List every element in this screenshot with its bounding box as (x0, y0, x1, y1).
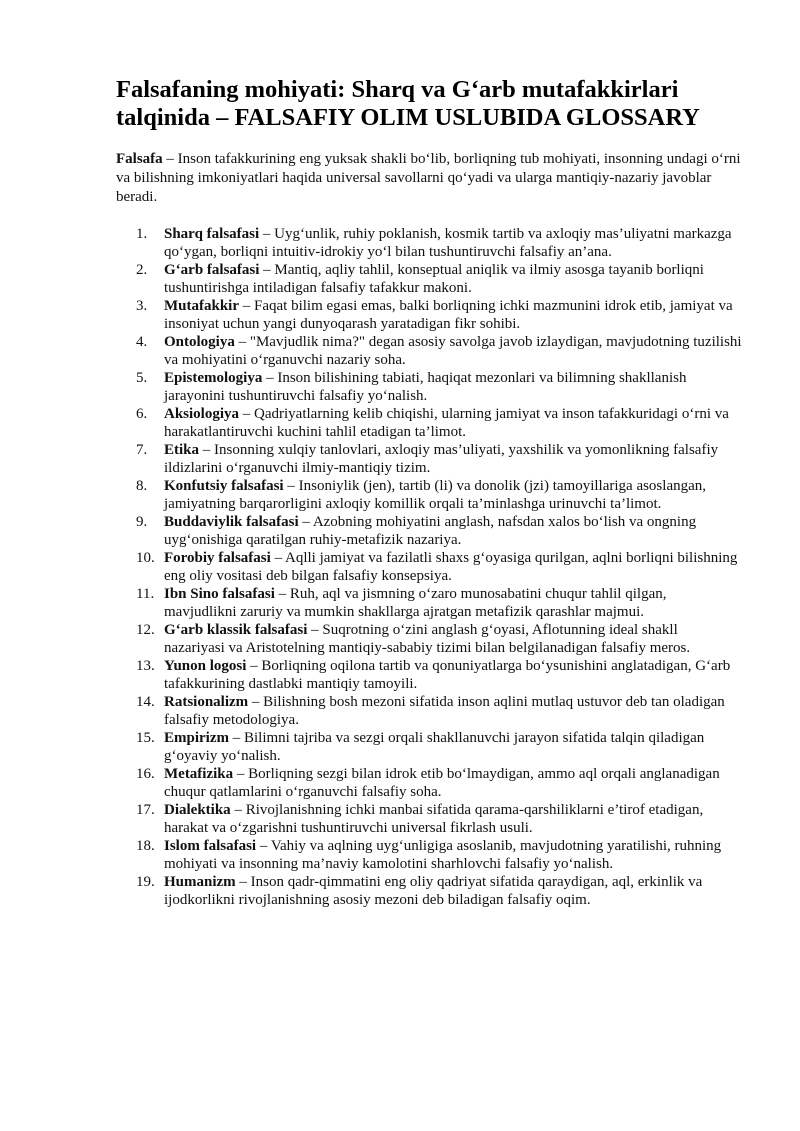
glossary-item (116, 297, 742, 333)
item-term: Metafizika (164, 766, 234, 782)
glossary-item (116, 405, 742, 441)
item-definition: – Ruh, aql va jismning o‘zaro munosabatini chuqur tahlil qilgan, mavjudlikni zaruriy va mumkin shakllarga ajratgan metafizik qarashlar majmui. (164, 586, 667, 620)
item-term: Ratsionalizm (164, 694, 249, 710)
glossary-item (116, 477, 742, 513)
item-number: 4. (136, 334, 148, 350)
item-definition: – Suqrotning o‘zini anglash g‘oyasi, Aflotunning ideal shakll nazariyasi va Aristotelning mantiqiy-sababiy tizimi bilan belgilanadigan falsafiy meros. (164, 622, 691, 656)
item-definition: – Aqlli jamiyat va fazilatli shaxs g‘oyasiga qurilgan, aqlni borliqni bilishning eng oliy vositasi deb bilgan falsafiy konsepsiya. (164, 550, 738, 584)
item-term: Mutafakkir (164, 298, 239, 314)
item-number: 2. (136, 262, 148, 278)
intro-paragraph (116, 150, 742, 207)
glossary-item (116, 801, 742, 837)
item-term: Buddaviylik falsafasi (164, 514, 299, 530)
item-term: Aksiologiya (164, 406, 240, 422)
glossary-item (116, 765, 742, 801)
glossary-item (116, 657, 742, 693)
glossary-item (116, 585, 742, 621)
glossary-item (116, 549, 742, 585)
item-term: Etika (164, 442, 200, 458)
item-definition: – Borliqning oqilona tartib va qonuniyatlarga bo‘ysunishini anglatadigan, G‘arb tafakkurining dastlabki mantiqiy tamoyili. (164, 658, 731, 692)
item-term: Ontologiya (164, 334, 235, 350)
glossary-item (116, 333, 742, 369)
item-definition: – Qadriyatlarning kelib chiqishi, ularning jamiyat va inson tafakkuridagi o‘rni va harakatlantiruvchi kuchini tahlil etadigan ta’limot. (164, 406, 729, 440)
item-term: Empirizm (164, 730, 229, 746)
item-number: 18. (136, 838, 155, 854)
glossary-item (116, 261, 742, 297)
item-definition: – Insonning xulqiy tanlovlari, axloqiy mas’uliyati, yaxshilik va yomonlikning falsafiy ildizlarini o‘rganuvchi ilmiy-mantiqiy tizim. (164, 442, 719, 476)
glossary-item (116, 837, 742, 873)
document-title: Falsafaning mohiyati: Sharq va G‘arb mutafakkirlari talqinida – FALSAFIY OLIM USLUBIDA GLOSSARY (116, 76, 700, 131)
glossary-item (116, 441, 742, 477)
item-definition: – Inson bilishining tabiati, haqiqat mezonlari va bilimning shakllanish jarayonini tushuntiruvchi falsafiy yo‘nalish. (164, 370, 687, 404)
item-number: 14. (136, 694, 155, 710)
glossary-item (116, 369, 742, 405)
item-definition: – Bilishning bosh mezoni sifatida inson aqlini mutlaq ustuvor deb tan oladigan falsafiy metodologiya. (164, 694, 725, 728)
item-number: 8. (136, 478, 148, 494)
intro-term: Falsafa (116, 151, 163, 167)
item-definition: – Bilimni tajriba va sezgi orqali shakllanuvchi jarayon sifatida talqin qiladigan g‘oyaviy yo‘nalish. (164, 730, 705, 764)
item-number: 15. (136, 730, 155, 746)
item-term: Dialektika (164, 802, 231, 818)
glossary-item (116, 729, 742, 765)
item-term: Yunon logosi (164, 658, 247, 674)
item-number: 10. (136, 550, 155, 566)
item-definition: – Vahiy va aqlning uyg‘unligiga asoslanib, mavjudotning yaratilishi, ruhning mohiyati va insonning ma’naviy kamolotini sharhlovchi falsafiy yo‘nalish. (164, 838, 722, 872)
item-term: Epistemologiya (164, 370, 263, 386)
item-number: 9. (136, 514, 148, 530)
glossary-item (116, 693, 742, 729)
item-definition: – Insoniylik (jen), tartib (li) va donolik (jzi) tamoyillariga asoslangan, jamiyatning barqarorligini axloqiy komillik orqali ta’minlashga urinuvchi ta’limot. (164, 478, 707, 512)
item-definition: – "Mavjudlik nima?" degan asosiy savolga javob izlaydigan, mavjudotning tuzilishi va mohiyatini o‘rganuvchi nazariy soha. (164, 334, 742, 368)
item-definition: – Rivojlanishning ichki manbai sifatida qarama-qarshiliklarni e’tirof etadigan, harakat va o‘zgarishni tushuntiruvchi universal fikrlash usuli. (164, 802, 704, 836)
item-term: G‘arb falsafasi (164, 262, 260, 278)
item-number: 17. (136, 802, 155, 818)
item-number: 3. (136, 298, 148, 314)
item-term: Forobiy falsafasi (164, 550, 271, 566)
item-number: 12. (136, 622, 155, 638)
item-number: 19. (136, 874, 155, 890)
item-term: Sharq falsafasi (164, 226, 260, 242)
item-number: 1. (136, 226, 148, 242)
item-definition: – Mantiq, aqliy tahlil, konseptual aniqlik va ilmiy asosga tayanib borliqni tushuntirishga intiladigan falsafiy tafakkur makoni. (164, 262, 704, 296)
glossary-item (116, 513, 742, 549)
item-term: Konfutsiy falsafasi (164, 478, 284, 494)
item-term: Humanizm (164, 874, 236, 890)
item-number: 11. (136, 586, 155, 602)
intro-definition: – Inson tafakkurining eng yuksak shakli bo‘lib, borliqning tub mohiyati, insonning undagi o‘rni va bilishning imkoniyatlari haqida universal savollarni qo‘yadi va ularga mantiqiy-nazariy javoblar beradi. (116, 151, 741, 205)
glossary-item (116, 873, 742, 909)
item-term: G‘arb klassik falsafasi (164, 622, 308, 638)
item-definition: – Azobning mohiyatini anglash, nafsdan xalos bo‘lish va ongning uyg‘onishiga qaratilgan ruhiy-metafizik nazariya. (164, 514, 697, 548)
glossary-item (116, 225, 742, 261)
item-number: 5. (136, 370, 148, 386)
item-definition: – Faqat bilim egasi emas, balki borliqning ichki mazmunini idrok etib, jamiyat va insoniyat uchun yangi dunyoqarash yaratadigan fikr sohibi. (164, 298, 733, 332)
item-term: Ibn Sino falsafasi (164, 586, 275, 602)
item-term: Islom falsafasi (164, 838, 257, 854)
item-number: 7. (136, 442, 148, 458)
glossary-item (116, 621, 742, 657)
item-number: 6. (136, 406, 148, 422)
item-definition: – Uyg‘unlik, ruhiy poklanish, kosmik tartib va axloqiy mas’uliyatni markazga qo‘ygan, borliqni intuitiv-idrokiy yo‘l bilan tushuntiruvchi falsafiy an’ana. (164, 226, 732, 260)
item-definition: – Borliqning sezgi bilan idrok etib bo‘lmaydigan, ammo aql orqali anglanadigan chuqur qatlamlarini o‘rganuvchi falsafiy soha. (164, 766, 720, 800)
item-number: 13. (136, 658, 155, 674)
glossary-list (116, 225, 742, 909)
item-number: 16. (136, 766, 155, 782)
item-definition: – Inson qadr-qimmatini eng oliy qadriyat sifatida qaraydigan, aql, erkinlik va ijodkorlikni rivojlanishning asosiy mezoni deb biladigan falsafiy oqim. (164, 874, 703, 908)
